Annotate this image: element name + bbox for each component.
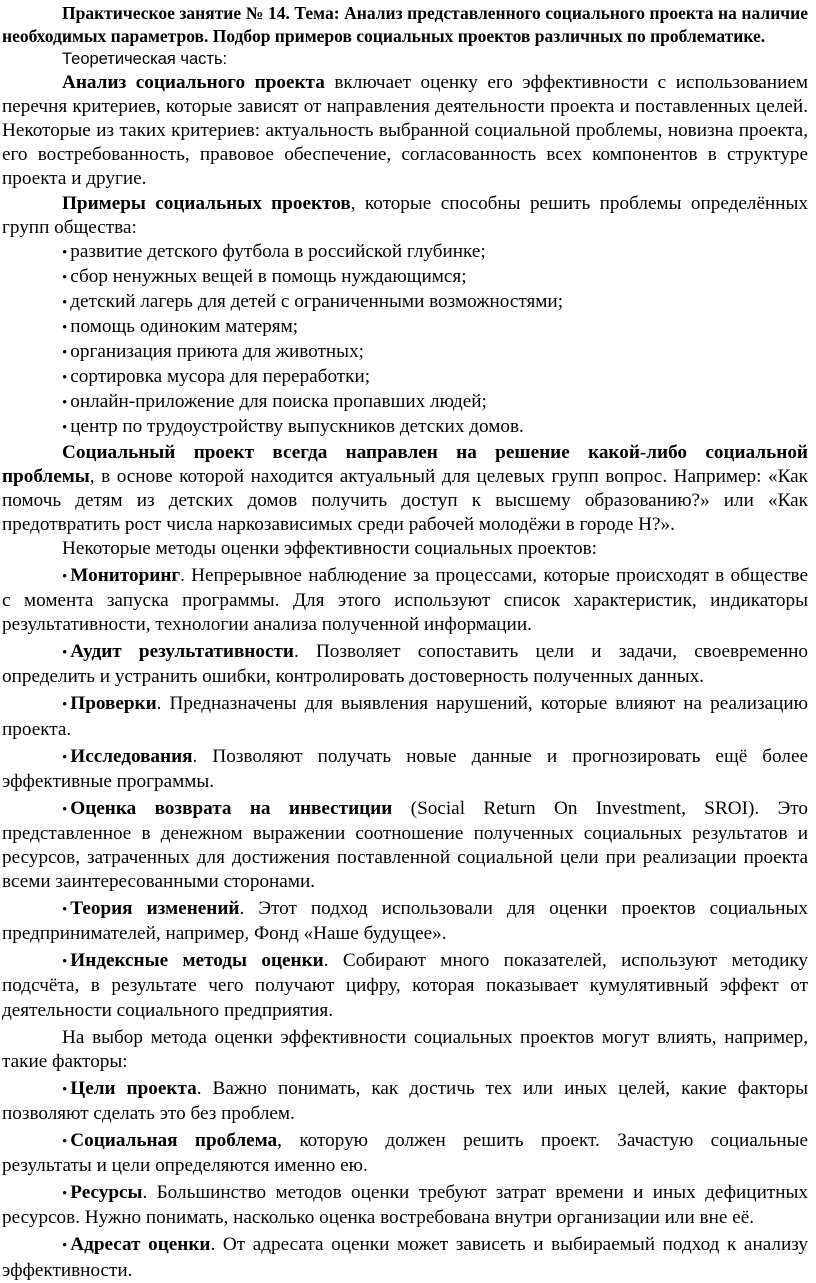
bullet-icon: • xyxy=(62,345,68,362)
list-item-text: сортировка мусора для переработки; xyxy=(70,366,371,388)
factor-term: Цели проекта xyxy=(70,1077,197,1099)
bullet-icon: • xyxy=(62,294,68,311)
factor-item xyxy=(2,1181,808,1230)
method-term: Теория изменений xyxy=(70,898,240,920)
list-item xyxy=(2,340,808,365)
method-text: . Непрерывное наблюдение за процессами, которые происходят в обществе с момента запуска программы. Для этого используют список характеристик, индикаторы результативности, технологии анализа полученной информации. xyxy=(2,564,808,636)
list-item-text: детский лагерь для детей с ограниченными возможностями; xyxy=(70,290,564,312)
list-item-text: онлайн-приложение для поиска пропавших людей; xyxy=(70,391,487,413)
list-item xyxy=(2,240,808,265)
factor-text: , которую должен решить проект. Зачастую социальные результаты и цели определяются именно ею. xyxy=(2,1130,809,1177)
list-item-text: сбор ненужных вещей в помощь нуждающимся; xyxy=(70,265,467,287)
list-item xyxy=(2,290,808,315)
list-item-text: организация приюта для животных; xyxy=(70,341,364,363)
bullet-icon: • xyxy=(62,697,68,714)
factors-intro: На выбор метода оценки эффективности социальных проектов могут влиять, например, такие факторы: xyxy=(2,1026,808,1072)
bullet-icon: • xyxy=(62,645,68,662)
bullet-icon: • xyxy=(62,395,68,412)
list-item-text: центр по трудоустройству выпускников детских домов. xyxy=(70,416,524,438)
method-text: . Собирают много показателей, используют методику подсчёта, в результате чего получают цифру, которая показывает кумулятивный эффект от деятельности социального предприятия. xyxy=(2,950,808,1021)
factor-term: Адресат оценки xyxy=(70,1234,211,1256)
problem-paragraph xyxy=(2,441,808,537)
method-item xyxy=(2,564,808,637)
bullet-icon: • xyxy=(62,244,68,261)
factor-term: Ресурсы xyxy=(70,1182,143,1204)
method-item xyxy=(2,797,808,894)
bullet-icon: • xyxy=(62,1134,68,1151)
bullet-icon: • xyxy=(62,1238,68,1255)
factor-item xyxy=(2,1129,808,1178)
factor-text: . От адресата оценки может зависеть и выбираемый подход к анализу эффективности. xyxy=(2,1234,809,1281)
factor-item xyxy=(2,1077,808,1126)
method-text: . Позволяет сопоставить цели и задачи, своевременно определить и устранить ошибки, контролировать достоверность полученных данных. xyxy=(2,641,808,688)
analysis-term: Анализ социального проекта xyxy=(62,72,325,94)
method-term: Исследования xyxy=(70,745,193,767)
list-item xyxy=(2,315,808,340)
problem-term: Социальный проект всегда направлен на решение какой-либо социальной проблемы xyxy=(2,441,808,487)
method-text: . Этот подход использовали для оценки проектов социальных предпринимателей, например, Фонд «Наше будущее». xyxy=(2,898,809,945)
factor-term: Социальная проблема xyxy=(70,1130,278,1152)
method-item xyxy=(2,692,808,741)
bullet-icon: • xyxy=(62,1081,68,1098)
page-title xyxy=(2,2,808,47)
bullet-icon: • xyxy=(62,420,68,437)
method-text: (Social Return On Investment, SROI). Это представленное в денежном выражении соотношение полученных социальных результатов и ресурсов, затраченных для достижения поставленной социальной цели при реализации проекта всеми заинтересованными сторонами. xyxy=(2,797,808,893)
list-item xyxy=(2,390,808,415)
examples-term: Примеры социальных проектов xyxy=(62,192,351,214)
list-item xyxy=(2,265,808,290)
bullet-icon: • xyxy=(62,801,68,818)
bullet-icon: • xyxy=(62,320,68,337)
method-text: . Предназначены для выявления нарушений, которые влияют на реализацию проекта. xyxy=(2,693,808,740)
title-topic: Анализ представленного социального проекта на наличие необходимых параметров. Подбор примеров социальных проектов различных по проблематике. xyxy=(2,3,809,46)
method-item xyxy=(2,745,808,794)
method-text: . Позволяют получать новые данные и прогнозировать ещё более эффективные программы. xyxy=(2,745,808,792)
examples-paragraph xyxy=(2,192,808,240)
methods-intro: Некоторые методы оценки эффективности социальных проектов: xyxy=(62,537,597,559)
bullet-icon: • xyxy=(62,370,68,387)
title-prefix: Практическое занятие № 14. Тема: xyxy=(62,3,340,23)
theory-label: Теоретическая часть: xyxy=(62,50,228,68)
bullet-icon: • xyxy=(62,269,68,286)
bullet-icon: • xyxy=(62,568,68,585)
factor-item xyxy=(2,1233,808,1282)
list-item-text: развитие детского футбола в российской глубинке; xyxy=(70,240,486,262)
bullet-icon: • xyxy=(62,954,68,971)
factor-text: . Важно понимать, как достичь тех или иных целей, какие факторы позволяют сделать это без проблем. xyxy=(2,1077,808,1124)
list-item xyxy=(2,415,808,440)
list-item-text: помощь одиноким матерям; xyxy=(70,316,299,338)
problem-text: , в основе которой находится актуальный для целевых групп вопрос. Например: «Как помочь детям из детских домов получить доступ к высшему образованию?» или «Как предотвратить рост числа наркозависимых среди рабочей молодёжи в городе Н?». xyxy=(2,465,808,535)
examples-text: , которые способны решить проблемы определённых групп общества: xyxy=(2,192,808,238)
method-term: Оценка возврата на инвестиции xyxy=(70,797,393,819)
analysis-text: включает оценку его эффективности с использованием перечня критериев, которые зависят от направления деятельности проекта и поставленных целей. Некоторые из таких критериев: актуальность выбранной социальной проблемы, новизна проекта, его востребованность, правовое обеспечение, согласованность всех компонентов в структуре проекта и другие. xyxy=(2,72,808,190)
bullet-icon: • xyxy=(62,1186,68,1203)
list-item xyxy=(2,365,808,390)
method-item xyxy=(2,640,808,689)
analysis-paragraph xyxy=(2,71,808,191)
factor-text: . Большинство методов оценки требуют затрат времени и иных дефицитных ресурсов. Нужно понимать, насколько оценка востребована внутри организации или вне её. xyxy=(2,1182,808,1229)
method-term: Мониторинг xyxy=(70,564,181,586)
method-item xyxy=(2,949,808,1022)
bullet-icon: • xyxy=(62,902,68,919)
method-term: Проверки xyxy=(70,693,157,715)
method-term: Аудит результативности xyxy=(70,641,294,663)
method-term: Индексные методы оценки xyxy=(70,950,324,972)
bullet-icon: • xyxy=(62,749,68,766)
method-item xyxy=(2,897,808,946)
